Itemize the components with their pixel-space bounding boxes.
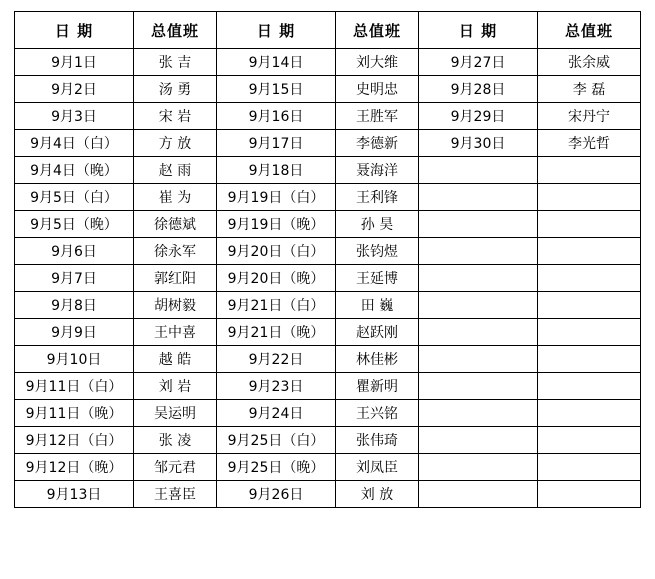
date-cell: 9月19日（晚）: [217, 211, 336, 238]
header-date-3: 日 期: [419, 12, 538, 49]
duty-cell: 赵 雨: [134, 157, 217, 184]
duty-cell: [538, 319, 641, 346]
date-cell: 9月2日: [15, 76, 134, 103]
date-cell: 9月11日（白）: [15, 373, 134, 400]
date-cell: 9月11日（晚）: [15, 400, 134, 427]
duty-cell: 刘 放: [336, 481, 419, 508]
date-cell: [419, 373, 538, 400]
duty-cell: 史明忠: [336, 76, 419, 103]
duty-cell: 田 巍: [336, 292, 419, 319]
date-cell: 9月4日（晚）: [15, 157, 134, 184]
table-row: [15, 373, 641, 400]
duty-cell: 徐德斌: [134, 211, 217, 238]
date-cell: [419, 238, 538, 265]
duty-cell: [538, 157, 641, 184]
duty-cell: 聂海洋: [336, 157, 419, 184]
duty-cell: 王胜军: [336, 103, 419, 130]
table-row: [15, 400, 641, 427]
duty-cell: 刘凤臣: [336, 454, 419, 481]
date-cell: 9月22日: [217, 346, 336, 373]
duty-cell: 张伟琦: [336, 427, 419, 454]
duty-cell: 徐永军: [134, 238, 217, 265]
duty-cell: 汤 勇: [134, 76, 217, 103]
duty-cell: 胡树毅: [134, 292, 217, 319]
date-cell: 9月12日（晚）: [15, 454, 134, 481]
table-row: [15, 481, 641, 508]
table-row: [15, 454, 641, 481]
duty-cell: 越 皓: [134, 346, 217, 373]
date-cell: [419, 319, 538, 346]
duty-cell: [538, 292, 641, 319]
date-cell: 9月1日: [15, 49, 134, 76]
header-duty-3: 总值班: [538, 12, 641, 49]
duty-cell: [538, 238, 641, 265]
date-cell: 9月4日（白）: [15, 130, 134, 157]
duty-cell: 刘大维: [336, 49, 419, 76]
duty-cell: [538, 346, 641, 373]
date-cell: 9月3日: [15, 103, 134, 130]
date-cell: [419, 292, 538, 319]
date-cell: 9月20日（白）: [217, 238, 336, 265]
table-row: [15, 157, 641, 184]
header-date-2: 日 期: [217, 12, 336, 49]
duty-cell: 邹元君: [134, 454, 217, 481]
duty-cell: [538, 454, 641, 481]
date-cell: [419, 346, 538, 373]
duty-cell: [538, 427, 641, 454]
date-cell: 9月7日: [15, 265, 134, 292]
date-cell: 9月16日: [217, 103, 336, 130]
date-cell: [419, 454, 538, 481]
date-cell: 9月18日: [217, 157, 336, 184]
date-cell: [419, 427, 538, 454]
duty-cell: 王利锋: [336, 184, 419, 211]
date-cell: 9月17日: [217, 130, 336, 157]
date-cell: 9月21日（白）: [217, 292, 336, 319]
duty-cell: 王喜臣: [134, 481, 217, 508]
table-row: [15, 184, 641, 211]
header-row: [15, 12, 641, 49]
duty-cell: 张余威: [538, 49, 641, 76]
duty-cell: [538, 400, 641, 427]
duty-cell: 王延博: [336, 265, 419, 292]
date-cell: 9月20日（晚）: [217, 265, 336, 292]
schedule-body: [15, 49, 641, 508]
duty-cell: 崔 为: [134, 184, 217, 211]
table-row: [15, 427, 641, 454]
date-cell: 9月23日: [217, 373, 336, 400]
duty-cell: 方 放: [134, 130, 217, 157]
header-duty-2: 总值班: [336, 12, 419, 49]
table-row: [15, 292, 641, 319]
duty-cell: 郭红阳: [134, 265, 217, 292]
date-cell: [419, 184, 538, 211]
duty-cell: 赵跃刚: [336, 319, 419, 346]
date-cell: 9月27日: [419, 49, 538, 76]
date-cell: 9月21日（晚）: [217, 319, 336, 346]
date-cell: 9月29日: [419, 103, 538, 130]
duty-cell: 张钧煜: [336, 238, 419, 265]
duty-cell: 吴运明: [134, 400, 217, 427]
date-cell: 9月5日（白）: [15, 184, 134, 211]
date-cell: 9月30日: [419, 130, 538, 157]
duty-cell: [538, 211, 641, 238]
date-cell: [419, 400, 538, 427]
duty-cell: [538, 184, 641, 211]
duty-cell: 王中喜: [134, 319, 217, 346]
duty-cell: 李光哲: [538, 130, 641, 157]
date-cell: 9月19日（白）: [217, 184, 336, 211]
duty-cell: 孙 昊: [336, 211, 419, 238]
duty-cell: [538, 373, 641, 400]
table-row: [15, 346, 641, 373]
header-duty-1: 总值班: [134, 12, 217, 49]
date-cell: 9月15日: [217, 76, 336, 103]
date-cell: 9月28日: [419, 76, 538, 103]
duty-schedule-table: [14, 11, 641, 508]
date-cell: 9月9日: [15, 319, 134, 346]
date-cell: [419, 481, 538, 508]
duty-cell: 李 磊: [538, 76, 641, 103]
date-cell: 9月5日（晚）: [15, 211, 134, 238]
table-row: [15, 130, 641, 157]
duty-cell: 林佳彬: [336, 346, 419, 373]
header-date-1: 日 期: [15, 12, 134, 49]
table-row: [15, 49, 641, 76]
table-row: [15, 76, 641, 103]
table-row: [15, 238, 641, 265]
date-cell: 9月25日（白）: [217, 427, 336, 454]
duty-cell: 宋丹宁: [538, 103, 641, 130]
date-cell: 9月25日（晚）: [217, 454, 336, 481]
duty-cell: 张 凌: [134, 427, 217, 454]
date-cell: [419, 157, 538, 184]
date-cell: 9月6日: [15, 238, 134, 265]
duty-cell: 王兴铭: [336, 400, 419, 427]
date-cell: 9月13日: [15, 481, 134, 508]
duty-cell: 李德新: [336, 130, 419, 157]
duty-cell: 宋 岩: [134, 103, 217, 130]
duty-cell: 刘 岩: [134, 373, 217, 400]
date-cell: 9月12日（白）: [15, 427, 134, 454]
table-row: [15, 211, 641, 238]
date-cell: [419, 211, 538, 238]
table-row: [15, 319, 641, 346]
table-row: [15, 265, 641, 292]
duty-cell: 瞿新明: [336, 373, 419, 400]
duty-cell: [538, 481, 641, 508]
duty-cell: 张 吉: [134, 49, 217, 76]
date-cell: 9月24日: [217, 400, 336, 427]
date-cell: 9月8日: [15, 292, 134, 319]
date-cell: 9月10日: [15, 346, 134, 373]
duty-cell: [538, 265, 641, 292]
date-cell: 9月26日: [217, 481, 336, 508]
date-cell: 9月14日: [217, 49, 336, 76]
table-row: [15, 103, 641, 130]
date-cell: [419, 265, 538, 292]
